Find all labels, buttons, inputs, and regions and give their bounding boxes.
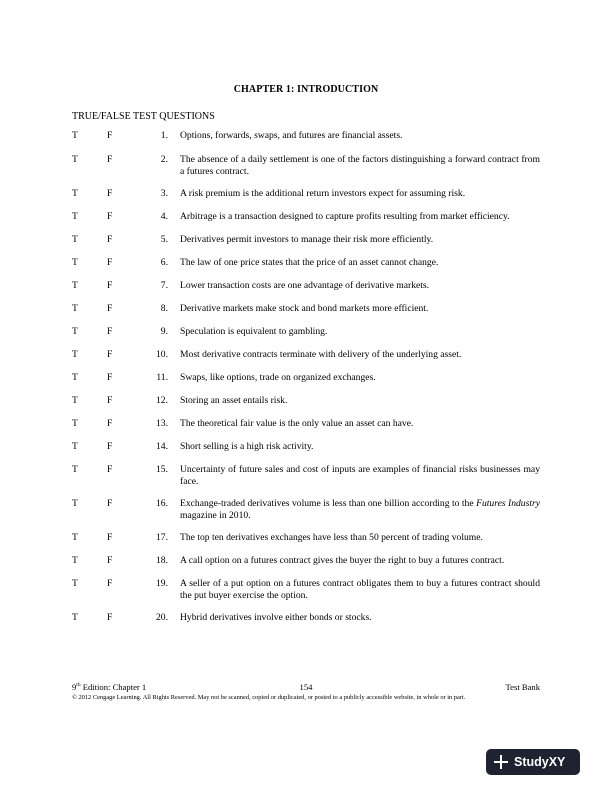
question-text: Arbitrage is a transaction designed to capture profits resulting from market efficiency. — [180, 211, 510, 222]
question-number: 20. — [156, 612, 168, 623]
question-number: 1. — [160, 130, 168, 141]
false-option[interactable]: F — [107, 532, 113, 543]
question-text: Storing an asset entails risk. — [180, 395, 288, 406]
true-option[interactable]: T — [72, 395, 78, 406]
question-number: 16. — [156, 498, 168, 509]
question-number: 12. — [156, 395, 168, 406]
true-option[interactable]: T — [72, 211, 78, 222]
question-text: Most derivative contracts terminate with delivery of the underlying asset. — [180, 349, 462, 360]
question-number: 11. — [156, 372, 168, 383]
studyxy-badge[interactable] — [486, 749, 580, 775]
false-option[interactable]: F — [107, 188, 113, 199]
false-option[interactable]: F — [107, 395, 113, 406]
true-option[interactable]: T — [72, 188, 78, 199]
false-option[interactable]: F — [107, 326, 113, 337]
question-text: A risk premium is the additional return investors expect for assuming risk. — [180, 188, 466, 199]
false-option[interactable]: F — [107, 372, 113, 383]
question-number: 10. — [156, 349, 168, 360]
true-option[interactable]: T — [72, 612, 78, 623]
question-number: 14. — [156, 441, 168, 452]
question-number: 3. — [160, 188, 168, 199]
false-option[interactable]: F — [107, 464, 113, 475]
question-number: 18. — [156, 555, 168, 566]
question-number: 7. — [160, 280, 168, 291]
question-text: Derivative markets make stock and bond markets more efficient. — [180, 303, 429, 314]
true-option[interactable]: T — [72, 464, 78, 475]
false-option[interactable]: F — [107, 257, 113, 268]
true-option[interactable]: T — [72, 154, 78, 165]
true-option[interactable]: T — [72, 326, 78, 337]
question-text: Swaps, like options, trade on organized exchanges. — [180, 372, 376, 383]
page-number: 154 — [299, 682, 313, 692]
false-option[interactable]: F — [107, 498, 113, 509]
false-option[interactable]: F — [107, 612, 113, 623]
question-text: Short selling is a high risk activity. — [180, 441, 314, 452]
question-number: 15. — [156, 464, 168, 475]
question-number: 19. — [156, 578, 168, 589]
question-text: Hybrid derivatives involve either bonds or stocks. — [180, 612, 372, 623]
question-text: Options, forwards, swaps, and futures are financial assets. — [180, 130, 403, 141]
true-option[interactable]: T — [72, 418, 78, 429]
question-text: A call option on a futures contract gives the buyer the right to buy a futures contract. — [180, 555, 505, 566]
false-option[interactable]: F — [107, 441, 113, 452]
false-option[interactable]: F — [107, 349, 113, 360]
true-option[interactable]: T — [72, 130, 78, 141]
false-option[interactable]: F — [107, 234, 113, 245]
true-option[interactable]: T — [72, 303, 78, 314]
question-number: 4. — [160, 211, 168, 222]
false-option[interactable]: F — [107, 211, 113, 222]
plus-icon — [494, 755, 508, 769]
question-number: 13. — [156, 418, 168, 429]
question-text: Lower transaction costs are one advantage of derivative markets. — [180, 280, 430, 291]
publication-name: Futures Industry — [476, 498, 540, 509]
footer-test-bank: Test Bank — [505, 682, 540, 692]
false-option[interactable]: F — [107, 555, 113, 566]
true-option[interactable]: T — [72, 234, 78, 245]
question-text: The absence of a daily settlement is one of the factors distinguishing a forward contract from a futures contract. — [180, 154, 540, 177]
question-number: 9. — [160, 326, 168, 337]
true-option[interactable]: T — [72, 257, 78, 268]
question-number: 17. — [156, 532, 168, 543]
true-option[interactable]: T — [72, 441, 78, 452]
brand-name: StudyXY — [514, 755, 566, 769]
false-option[interactable]: F — [107, 578, 113, 589]
true-option[interactable]: T — [72, 578, 78, 589]
question-text: Derivatives permit investors to manage their risk more efficiently. — [180, 234, 434, 245]
question-number: 2. — [160, 154, 168, 165]
question-text: The theoretical fair value is the only value an asset can have. — [180, 418, 414, 429]
question-text: The top ten derivatives exchanges have less than 50 percent of trading volume. — [180, 532, 483, 543]
footer-edition: 9th Edition: Chapter 1 — [72, 682, 147, 692]
question-text: The law of one price states that the price of an asset cannot change. — [180, 257, 439, 268]
false-option[interactable]: F — [107, 303, 113, 314]
question-text: Speculation is equivalent to gambling. — [180, 326, 328, 337]
copyright-notice: © 2012 Cengage Learning. All Rights Reserved. May not be scanned, copied or duplicated, or posted to a publicly accessible website, in whole or in part. — [72, 694, 466, 701]
chapter-title: CHAPTER 1: INTRODUCTION — [233, 84, 379, 95]
true-option[interactable]: T — [72, 555, 78, 566]
question-text: Uncertainty of future sales and cost of inputs are examples of financial risks businesses may face. — [180, 464, 540, 487]
false-option[interactable]: F — [107, 418, 113, 429]
true-option[interactable]: T — [72, 498, 78, 509]
true-option[interactable]: T — [72, 532, 78, 543]
false-option[interactable]: F — [107, 154, 113, 165]
true-option[interactable]: T — [72, 280, 78, 291]
true-option[interactable]: T — [72, 372, 78, 383]
question-text: Exchange-traded derivatives volume is less than one billion according to the Futures Industry magazine in 2010. — [180, 498, 540, 521]
false-option[interactable]: F — [107, 280, 113, 291]
section-heading: TRUE/FALSE TEST QUESTIONS — [72, 111, 215, 122]
true-option[interactable]: T — [72, 349, 78, 360]
false-option[interactable]: F — [107, 130, 113, 141]
question-number: 6. — [160, 257, 168, 268]
question-number: 5. — [160, 234, 168, 245]
question-text: A seller of a put option on a futures contract obligates them to buy a futures contract should the put buyer exercise the option. — [180, 578, 540, 601]
question-number: 8. — [160, 303, 168, 314]
